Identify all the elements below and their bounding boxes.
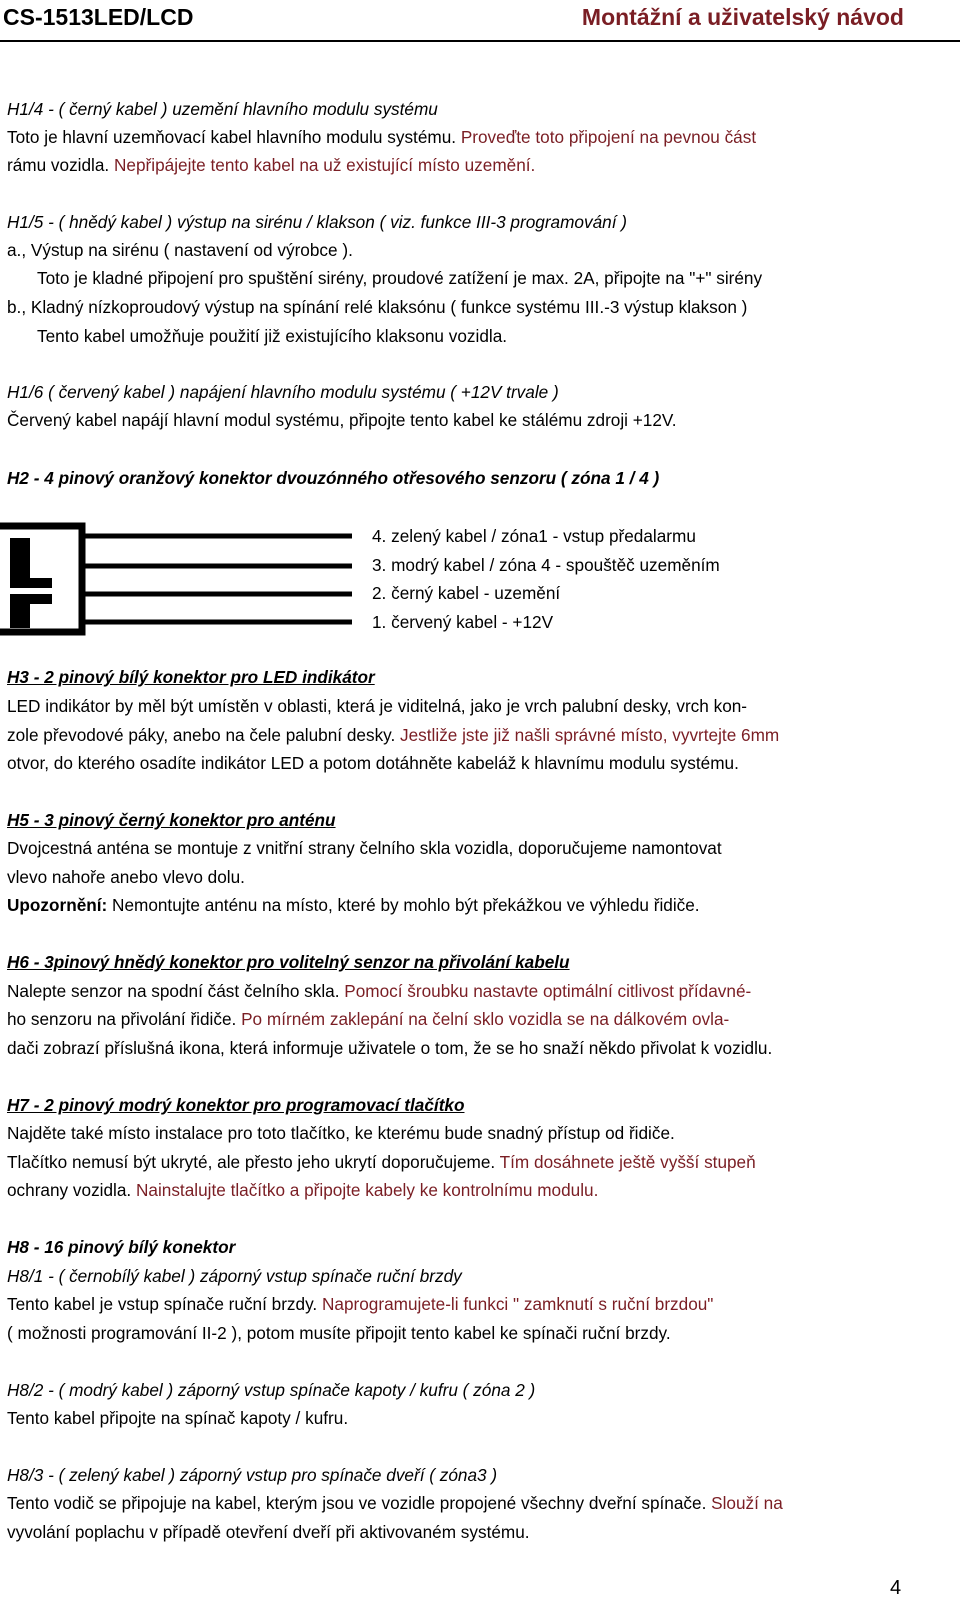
pin-2-label: 2. černý kabel - uzemění <box>372 583 561 603</box>
h1-5-b-text: Tento kabel umožňuje použití již existujícího klaksonu vozidla. <box>37 326 508 346</box>
h6-heading: H6 - 3pinový hnědý konektor pro volitelný senzor na přivolání kabelu <box>7 952 570 972</box>
page-number: 4 <box>890 1577 902 1599</box>
h1-5-heading: H1/5 - ( hnědý kabel ) výstup na sirénu / klakson ( viz. funkce III-3 programování ) <box>7 212 627 232</box>
h1-6-text: Červený kabel napájí hlavní modul systému, připojte tento kabel ke stálému zdroji +12V. <box>7 410 677 430</box>
h2-heading: H2 - 4 pinový oranžový konektor dvouzónného otřesového senzoru ( zóna 1 / 4 ) <box>7 468 660 488</box>
h5-line2: vlevo nahoře anebo vlevo dolu. <box>7 867 245 887</box>
h1-5-a-label: a., Výstup na sirénu ( nastavení od výrobce ). <box>7 240 353 260</box>
h8-3-line2: vyvolání poplachu v případě otevření dveří při aktivovaném systému. <box>7 1522 530 1542</box>
h8-heading: H8 - 16 pinový bílý konektor <box>7 1237 236 1257</box>
pin-1-label: 1. červený kabel - +12V <box>372 612 554 632</box>
h7-line1: Najděte také místo instalace pro toto tlačítko, ke kterému bude snadný přístup od řidiče. <box>7 1123 675 1143</box>
h8-2-heading: H8/2 - ( modrý kabel ) záporný vstup spínače kapoty / kufru ( zóna 2 ) <box>7 1380 536 1400</box>
h6-line3: dači zobrazí příslušná ikona, která informuje uživatele o tom, že se ho snaží někdo přivolat k vozidlu. <box>7 1038 773 1058</box>
h5-line1: Dvojcestná anténa se montuje z vnitřní strany čelního skla vozidla, doporučujeme namontovat <box>7 838 722 858</box>
h6-line1: Nalepte senzor na spodní část čelního skla. Pomocí šroubku nastavte optimální citlivost přídavné- <box>7 981 752 1001</box>
h1-4-line2: rámu vozidla. Nepřipájejte tento kabel na už existující místo uzemění. <box>7 155 536 175</box>
h8-1-line1: Tento kabel je vstup spínače ruční brzdy. Naprogramujete-li funkci " zamknutí s ruční brzdou" <box>7 1294 714 1314</box>
h3-line2: zole převodové páky, anebo na čele palubní desky. Jestliže jste již našli správné místo, vyvrtejte 6mm <box>7 725 780 745</box>
h7-heading: H7 - 2 pinový modrý konektor pro programovací tlačítko <box>7 1095 465 1115</box>
h1-6-heading: H1/6 ( červený kabel ) napájení hlavního modulu systému ( +12V trvale ) <box>7 382 559 402</box>
page-header <box>0 0 960 42</box>
h1-4-line1: Toto je hlavní uzemňovací kabel hlavního modulu systému. Proveďte toto připojení na pevnou část <box>7 127 757 147</box>
h8-3-line1: Tento vodič se připojuje na kabel, kterým jsou ve vozidle propojené všechny dveřní spínače. Slouží na <box>7 1493 783 1513</box>
h8-3-heading: H8/3 - ( zelený kabel ) záporný vstup pro spínače dveří ( zóna3 ) <box>7 1465 498 1485</box>
h3-line1: LED indikátor by měl být umístěn v oblasti, která je viditelná, jako je vrch palubní desky, vrch kon- <box>7 696 748 716</box>
h1-5-b-label: b., Kladný nízkoproudový výstup na spínání relé klaksónu ( funkce systému III.-3 výstup klakson ) <box>7 297 748 317</box>
h8-2-line1: Tento kabel připojte na spínač kapoty / kufru. <box>7 1408 349 1428</box>
h7-line3: ochrany vozidla. Nainstalujte tlačítko a připojte kabely ke kontrolnímu modulu. <box>7 1180 599 1200</box>
pin-4-label: 4. zelený kabel / zóna1 - vstup předalarmu <box>372 526 696 546</box>
h7-line2: Tlačítko nemusí být ukryté, ale přesto jeho ukrytí doporučujeme. Tím dosáhnete ještě vyšší stupeň <box>7 1152 756 1172</box>
h8-1-line2: ( možnosti programování II-2 ), potom musíte připojit tento kabel ke spínači ruční brzdy. <box>7 1323 671 1343</box>
h1-4-heading: H1/4 - ( černý kabel ) uzemění hlavního modulu systému <box>7 99 438 119</box>
h6-line2: ho senzoru na přivolání řidiče. Po mírném zaklepání na čelní sklo vozidla se na dálkovém ovla- <box>7 1009 730 1029</box>
h5-warning: Upozornění: Nemontujte anténu na místo, které by mohlo být překážkou ve výhledu řidiče. <box>7 895 700 915</box>
h1-5-a-text: Toto je kladné připojení pro spuštění sirény, proudové zatížení je max. 2A, připojte na "+" sirény <box>37 268 763 288</box>
h8-1-heading: H8/1 - ( černobílý kabel ) záporný vstup spínače ruční brzdy <box>7 1266 462 1286</box>
manual-title: Montážní a uživatelský návod <box>581 4 904 30</box>
h5-heading: H5 - 3 pinový černý konektor pro anténu <box>7 810 336 830</box>
h3-line3: otvor, do kterého osadíte indikátor LED a potom dotáhněte kabeláž k hlavnímu modulu systému. <box>7 753 739 773</box>
connector-diagram <box>0 520 370 640</box>
h3-heading: H3 - 2 pinový bílý konektor pro LED indikátor <box>7 667 375 687</box>
model-name: CS-1513LED/LCD <box>3 4 194 30</box>
pin-3-label: 3. modrý kabel / zóna 4 - spouštěč uzeměním <box>372 555 720 575</box>
